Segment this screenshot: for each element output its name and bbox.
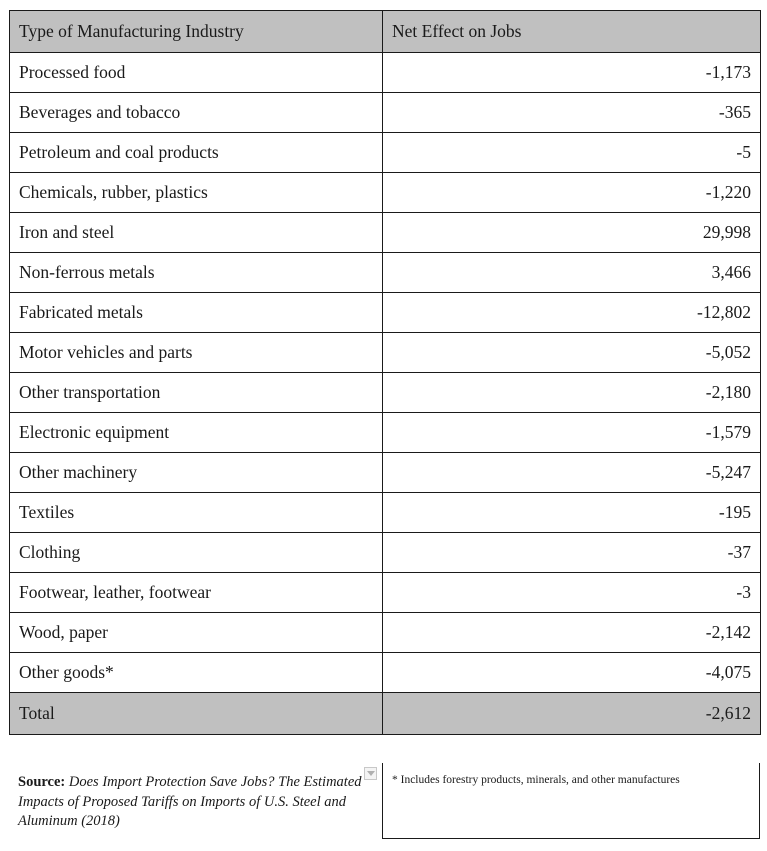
net-effect-cell: -37 <box>383 533 761 573</box>
source-citation <box>18 773 373 832</box>
table-row <box>10 653 761 693</box>
table-row <box>10 173 761 213</box>
source-title: Does Import Protection Save Jobs? The Estimated Impacts of Proposed Tariffs on Imports of U.S. Steel and Aluminum (2018) <box>18 774 362 829</box>
industry-cell: Wood, paper <box>10 613 383 653</box>
net-effect-cell: -1,220 <box>383 173 761 213</box>
industry-cell: Clothing <box>10 533 383 573</box>
table-row <box>10 453 761 493</box>
net-effect-cell: 29,998 <box>383 213 761 253</box>
industry-cell: Other machinery <box>10 453 383 493</box>
net-effect-cell: -2,180 <box>383 373 761 413</box>
table-body <box>10 53 761 693</box>
table-row <box>10 573 761 613</box>
industry-cell: Petroleum and coal products <box>10 133 383 173</box>
industry-cell: Footwear, leather, footwear <box>10 573 383 613</box>
net-effect-cell: -195 <box>383 493 761 533</box>
industry-cell: Other transportation <box>10 373 383 413</box>
table-row <box>10 533 761 573</box>
table-row <box>10 613 761 653</box>
industry-cell: Processed food <box>10 53 383 93</box>
net-effect-cell: -12,802 <box>383 293 761 333</box>
industry-cell: Motor vehicles and parts <box>10 333 383 373</box>
industry-cell: Beverages and tobacco <box>10 93 383 133</box>
table-row <box>10 293 761 333</box>
table-row <box>10 333 761 373</box>
industry-cell: Electronic equipment <box>10 413 383 453</box>
net-effect-cell: -2,142 <box>383 613 761 653</box>
net-effect-cell: -1,579 <box>383 413 761 453</box>
total-value: -2,612 <box>383 693 761 735</box>
table-row <box>10 413 761 453</box>
table-row <box>10 493 761 533</box>
total-label: Total <box>10 693 383 735</box>
table-row <box>10 133 761 173</box>
footnote-text: * Includes forestry products, minerals, and other manufactures <box>392 774 680 786</box>
industry-cell: Non-ferrous metals <box>10 253 383 293</box>
footnote-box <box>382 763 760 839</box>
table-row <box>10 253 761 293</box>
net-effect-cell: -365 <box>383 93 761 133</box>
industry-cell: Chemicals, rubber, plastics <box>10 173 383 213</box>
net-effect-cell: -3 <box>383 573 761 613</box>
industry-cell: Other goods* <box>10 653 383 693</box>
column-header-industry: Type of Manufacturing Industry <box>10 11 383 53</box>
table-row <box>10 213 761 253</box>
jobs-effect-table <box>9 10 761 735</box>
total-row <box>10 693 761 735</box>
table-row <box>10 53 761 93</box>
table-row <box>10 93 761 133</box>
dropdown-arrow-icon[interactable] <box>364 767 377 780</box>
industry-cell: Textiles <box>10 493 383 533</box>
net-effect-cell: 3,466 <box>383 253 761 293</box>
source-label: Source: <box>18 774 66 790</box>
industry-cell: Fabricated metals <box>10 293 383 333</box>
net-effect-cell: -1,173 <box>383 53 761 93</box>
table-row <box>10 373 761 413</box>
net-effect-cell: -5 <box>383 133 761 173</box>
net-effect-cell: -5,247 <box>383 453 761 493</box>
header-row <box>10 11 761 53</box>
net-effect-cell: -5,052 <box>383 333 761 373</box>
column-header-net-effect: Net Effect on Jobs <box>383 11 761 53</box>
net-effect-cell: -4,075 <box>383 653 761 693</box>
industry-cell: Iron and steel <box>10 213 383 253</box>
